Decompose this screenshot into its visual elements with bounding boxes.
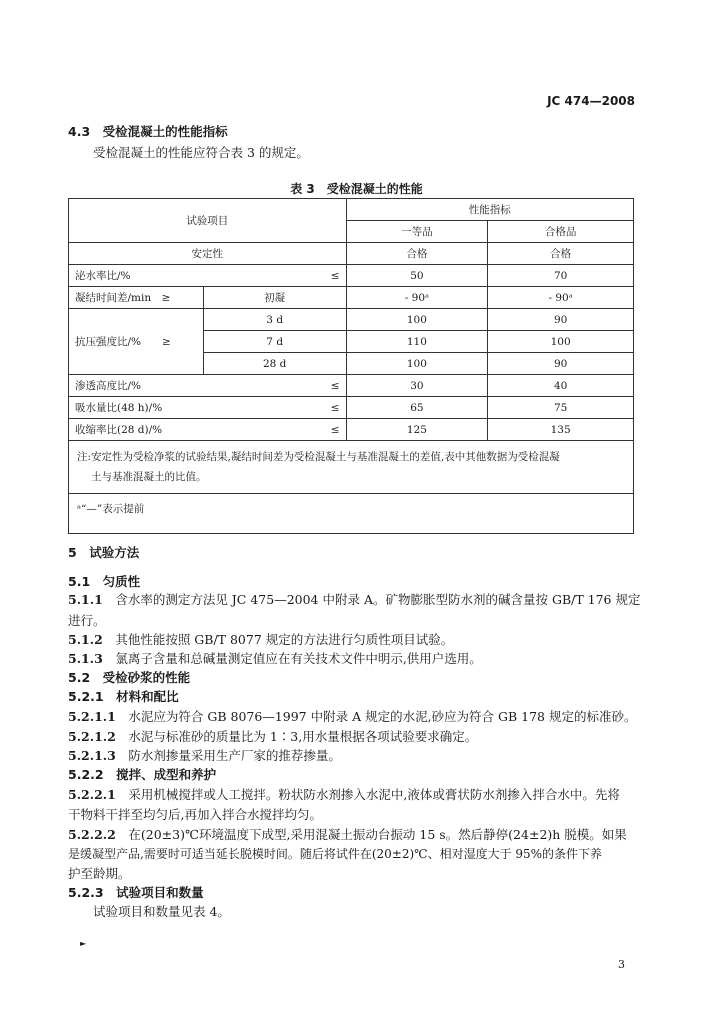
section-5-2-heading: 5.2 受检砂浆的性能 [68, 670, 191, 685]
section-4-3-text: 受检混凝土的性能应符合表 3 的规定。 [93, 145, 309, 160]
row-label: 收缩率比(28 d)/% [69, 419, 204, 441]
clause-5-2-1-3 [68, 746, 341, 764]
cell-value: 合格 [346, 243, 488, 265]
clause-5-1-1 [68, 590, 640, 608]
table-note-line: 注:安定性为受检净浆的试验结果,凝结时间差为受检混凝土与基准混凝土的差值,表中其他数据为受检混凝 [77, 451, 560, 463]
table-footnote: ᵃ“—”表示提前 [69, 494, 634, 534]
section-5-2-2-heading: 5.2.2 搅拌、成型和养护 [68, 767, 217, 782]
row-label: 吸水量比(48 h)/% [69, 397, 204, 419]
row-label: 凝结时间差/min ≥ [69, 287, 204, 309]
table-footnote-row [69, 494, 634, 534]
clause-5-1-3 [68, 649, 482, 667]
cell-value: - 90ᵃ [488, 287, 634, 309]
cell-value: 135 [488, 419, 634, 441]
table-3-title: 表 3 受检混凝土的性能 [290, 182, 423, 196]
cell-value: 90 [488, 309, 634, 331]
section-5-2-3-text: 试验项目和数量见表 4。 [93, 904, 230, 919]
clause-5-2-2-1 [68, 785, 620, 803]
row-label: 渗透高度比/% [69, 375, 204, 397]
clause-text: 在(20±3)℃环境温度下成型,采用混凝土振动台振动 15 s。然后静停(24±2)h 脱模。如果 [128, 827, 627, 842]
table-row [69, 265, 634, 287]
cell-value: 100 [488, 331, 634, 353]
row-sublabel: 7 d [203, 331, 346, 353]
standard-code: JC 474—2008 [547, 94, 635, 108]
clause-number: 5.2.1.1 [68, 709, 116, 724]
row-operator: ≤ [203, 419, 346, 441]
clause-5-2-2-2 [68, 825, 627, 843]
clause-5-2-1-1 [68, 707, 637, 725]
cell-value: 110 [346, 331, 488, 353]
section-5-1-heading: 5.1 匀质性 [68, 574, 141, 589]
row-label: 安定性 [69, 243, 347, 265]
cell-value: 100 [346, 353, 488, 375]
clause-number: 5.1.3 [68, 651, 103, 666]
clause-5-2-1-2 [68, 727, 477, 745]
row-operator: ≤ [203, 265, 346, 287]
clause-text: 含水率的测定方法见 JC 475—2004 中附录 A。矿物膨胀型防水剂的碱含量按 GB/T 176 规定 [115, 592, 641, 607]
table-row [69, 419, 634, 441]
cell-value: - 90ᵃ [346, 287, 488, 309]
cell-value: 65 [346, 397, 488, 419]
clause-text: 防水剂掺量采用生产厂家的推荐掺量。 [128, 748, 341, 763]
clause-number: 5.1.2 [68, 632, 103, 647]
row-operator: ≤ [203, 397, 346, 419]
small-arrow-mark-icon: ► [80, 939, 87, 948]
table-row [69, 375, 634, 397]
row-sublabel: 28 d [203, 353, 346, 375]
section-4-3-heading: 4.3 受检混凝土的性能指标 [68, 124, 228, 139]
header-test-item: 试验项目 [69, 199, 347, 243]
row-label: 抗压强度比/% ≥ [69, 309, 204, 375]
clause-text: 水泥应为符合 GB 8076—1997 中附录 A 规定的水泥,砂应为符合 GB 178 规定的标准砂。 [128, 709, 637, 724]
header-grade-first: 一等品 [346, 221, 488, 243]
clause-5-2-2-2-cont: 是缓凝型产品,需要时可适当延长脱模时间。随后将试件在(20±2)℃、相对湿度大于 95%的条件下养 [68, 847, 603, 861]
clause-number: 5.1.1 [68, 592, 103, 607]
page-number: 3 [618, 958, 625, 971]
table-row [69, 287, 634, 309]
cell-value: 75 [488, 397, 634, 419]
clause-number: 5.2.1.3 [68, 748, 116, 763]
clause-text: 水泥与标准砂的质量比为 1∶3,用水量根据各项试验要求确定。 [128, 729, 478, 744]
table-row [69, 309, 634, 331]
clause-number: 5.2.2.1 [68, 787, 116, 802]
clause-number: 5.2.2.2 [68, 827, 116, 842]
table-note [69, 441, 634, 494]
cell-value: 合格 [488, 243, 634, 265]
table-row [69, 243, 634, 265]
cell-value: 40 [488, 375, 634, 397]
row-sublabel: 3 d [203, 309, 346, 331]
clause-5-1-1-cont: 进行。 [68, 613, 106, 628]
row-sublabel: 初凝 [203, 287, 346, 309]
clause-text: 其他性能按照 GB/T 8077 规定的方法进行匀质性项目试验。 [115, 632, 454, 647]
section-5-2-3-heading: 5.2.3 试验项目和数量 [68, 885, 204, 900]
table-row [69, 397, 634, 419]
section-5-heading: 5 试验方法 [68, 545, 140, 560]
header-grade-qualified: 合格品 [488, 221, 634, 243]
clause-number: 5.2.1.2 [68, 729, 116, 744]
header-performance: 性能指标 [346, 199, 633, 221]
performance-table [68, 198, 634, 534]
cell-value: 125 [346, 419, 488, 441]
clause-5-2-2-2-cont: 护至龄期。 [68, 866, 131, 881]
cell-value: 100 [346, 309, 488, 331]
clause-5-1-2 [68, 630, 453, 648]
cell-value: 70 [488, 265, 634, 287]
row-label: 泌水率比/% [69, 265, 204, 287]
section-5-2-1-heading: 5.2.1 材料和配比 [68, 689, 179, 704]
clause-text: 氯离子含量和总碱量测定值应在有关技术文件中明示,供用户选用。 [115, 651, 482, 666]
clause-text: 采用机械搅拌或人工搅拌。粉状防水剂掺入水泥中,液体或膏状防水剂掺入拌合水中。先将 [128, 787, 620, 802]
row-operator: ≤ [203, 375, 346, 397]
table-note-line: 土与基准混凝土的比值。 [91, 471, 207, 483]
table-note-row [69, 441, 634, 494]
cell-value: 30 [346, 375, 488, 397]
clause-5-2-2-1-cont: 干物料干拌至均匀后,再加入拌合水搅拌均匀。 [68, 807, 322, 822]
cell-value: 90 [488, 353, 634, 375]
table-header-row [69, 199, 634, 221]
cell-value: 50 [346, 265, 488, 287]
